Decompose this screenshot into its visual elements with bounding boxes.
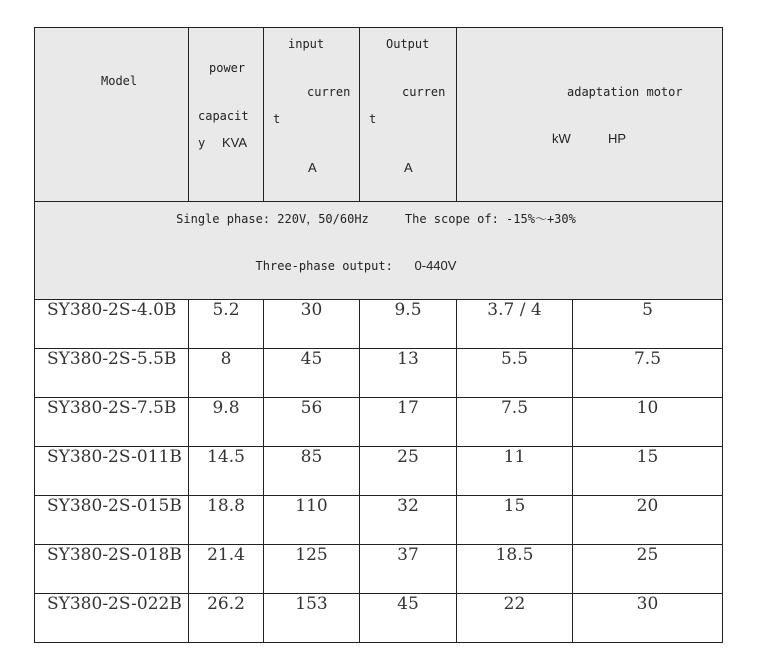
header-output-unit: A: [404, 160, 413, 175]
cell-model: SY380-2S-011B: [35, 447, 189, 496]
header-power-line3: y: [198, 136, 206, 150]
cell-kw: 22: [457, 594, 573, 643]
cell-power: 21.4: [189, 545, 264, 594]
header-input-unit: A: [308, 160, 317, 175]
supply-three-phase-label: Three-phase output:: [255, 259, 393, 273]
cell-hp: 7.5: [573, 349, 723, 398]
cell-output: 25: [360, 447, 457, 496]
header-power-line1: power: [209, 61, 246, 75]
cell-power: 5.2: [189, 300, 264, 349]
header-power-unit: KVA: [222, 135, 248, 150]
header-motor-cell: [457, 28, 723, 202]
supply-single-phase-text: Single phase: 220V，50/60Hz The scope of: -15%～+30%: [176, 212, 576, 226]
header-row: [35, 28, 723, 202]
cell-power: 14.5: [189, 447, 264, 496]
cell-power: 18.8: [189, 496, 264, 545]
cell-hp: 20: [573, 496, 723, 545]
table-row: [35, 349, 723, 398]
cell-power: 26.2: [189, 594, 264, 643]
cell-kw: 5.5: [457, 349, 573, 398]
cell-hp: 5: [573, 300, 723, 349]
cell-model: SY380-2S-5.5B: [35, 349, 189, 398]
header-motor-hp: HP: [608, 131, 627, 146]
cell-hp: 15: [573, 447, 723, 496]
cell-output: 17: [360, 398, 457, 447]
cell-hp: 25: [573, 545, 723, 594]
table-row: [35, 447, 723, 496]
header-model-label: Model: [101, 74, 138, 88]
cell-power: 9.8: [189, 398, 264, 447]
cell-kw: 15: [457, 496, 573, 545]
cell-kw: 11: [457, 447, 573, 496]
header-input-cell: [264, 28, 360, 202]
header-input-line2: curren: [307, 85, 351, 99]
cell-input: 110: [264, 496, 360, 545]
header-power-cell: [189, 28, 264, 202]
table-row: [35, 594, 723, 643]
header-motor-kw: kW: [552, 131, 571, 146]
table-row: [35, 496, 723, 545]
cell-model: SY380-2S-4.0B: [35, 300, 189, 349]
supply-info-cell: [35, 202, 723, 300]
cell-model: SY380-2S-015B: [35, 496, 189, 545]
header-input-line3: t: [273, 112, 281, 126]
cell-input: 56: [264, 398, 360, 447]
cell-model: SY380-2S-022B: [35, 594, 189, 643]
cell-hp: 10: [573, 398, 723, 447]
cell-model: SY380-2S-7.5B: [35, 398, 189, 447]
table-row: [35, 300, 723, 349]
supply-info-row: [35, 202, 723, 300]
cell-output: 45: [360, 594, 457, 643]
header-output-line2: curren: [402, 85, 446, 99]
cell-hp: 30: [573, 594, 723, 643]
inverter-spec-table: [34, 27, 723, 643]
cell-output: 32: [360, 496, 457, 545]
table-row: [35, 545, 723, 594]
cell-output: 9.5: [360, 300, 457, 349]
cell-output: 13: [360, 349, 457, 398]
header-input-line1: input: [288, 37, 325, 51]
cell-input: 125: [264, 545, 360, 594]
cell-kw: 3.7 / 4: [457, 300, 573, 349]
cell-kw: 18.5: [457, 545, 573, 594]
supply-three-phase-value: 0-440V: [414, 258, 457, 273]
cell-kw: 7.5: [457, 398, 573, 447]
cell-input: 30: [264, 300, 360, 349]
header-output-line3: t: [369, 112, 377, 126]
cell-input: 45: [264, 349, 360, 398]
cell-model: SY380-2S-018B: [35, 545, 189, 594]
header-motor-title: adaptation motor: [567, 85, 683, 99]
cell-input: 153: [264, 594, 360, 643]
header-output-cell: [360, 28, 457, 202]
header-model-cell: [35, 28, 189, 202]
table-row: [35, 398, 723, 447]
cell-output: 37: [360, 545, 457, 594]
header-power-line2: capacit: [198, 109, 249, 123]
cell-input: 85: [264, 447, 360, 496]
cell-power: 8: [189, 349, 264, 398]
header-output-line1: Output: [386, 37, 430, 51]
supply-three-phase-text: [0, 258, 722, 273]
